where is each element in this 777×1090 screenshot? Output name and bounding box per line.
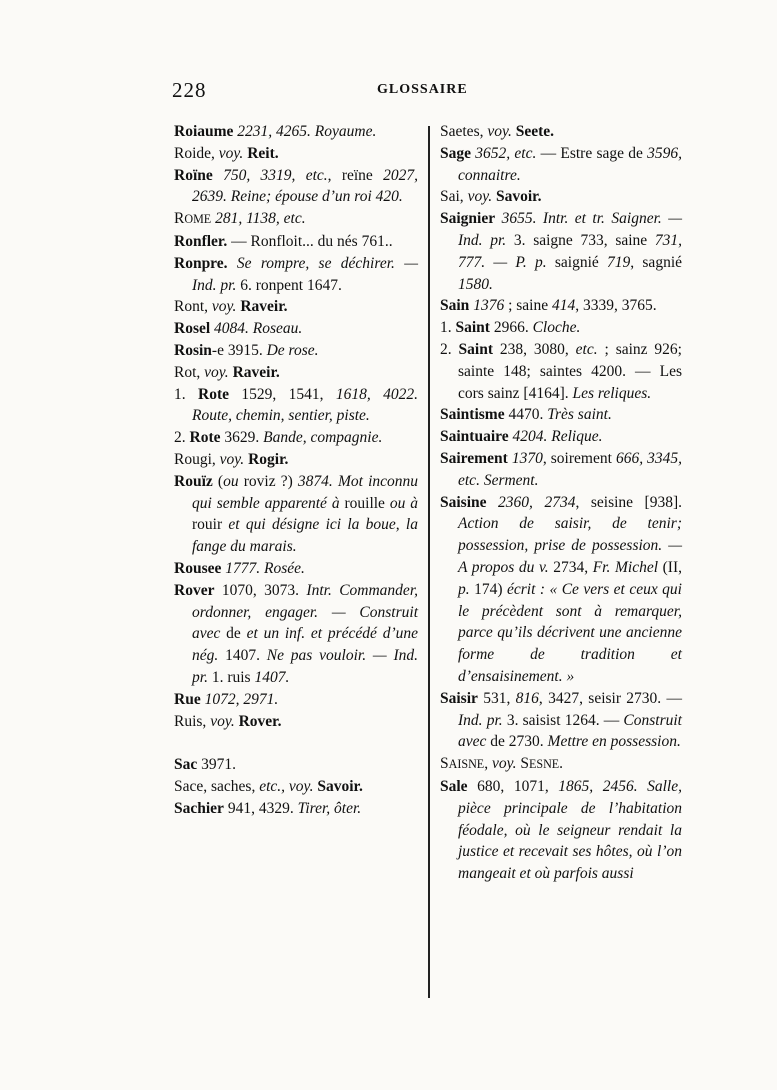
page-header bbox=[172, 78, 692, 108]
glossary-entry: Sage 3652, etc. — Estre sage de 3596, connaitre. bbox=[440, 144, 682, 184]
glossary-entry: Rougi, voy. Rogir. bbox=[174, 450, 289, 468]
glossary-entry: 1. Rote 1529, 1541, 1618, 4022. Route, chemin, sentier, piste. bbox=[174, 385, 418, 425]
glossary-column-right bbox=[440, 121, 682, 885]
glossary-entry: Rue 1072, 2971. bbox=[174, 690, 279, 708]
glossary-entry: Rot, voy. Raveir. bbox=[174, 363, 280, 381]
glossary-entry: Saignier 3655. Intr. et tr. Saigner. — Ind. pr. 3. saigne 733, saine 731, 777. — P. p. saignié 719, sagnié 1580. bbox=[440, 210, 683, 293]
glossary-entry: 1. Saint 2966. Cloche. bbox=[440, 319, 581, 337]
glossary-entry: Saintisme 4470. Très saint. bbox=[440, 406, 612, 424]
glossary-entry: Rousee 1777. Rosée. bbox=[174, 559, 305, 577]
glossary-entry: Sain 1376 ; saine 414, 3339, 3765. bbox=[440, 297, 657, 315]
page-number: 228 bbox=[172, 78, 207, 102]
glossary-entry: Rosel 4084. Roseau. bbox=[174, 320, 303, 338]
glossary-entry: SAISNE, voy. SESNE. bbox=[440, 755, 564, 773]
glossary-entry: Saisine 2360, 2734, seisine [938]. Action de saisir, de tenir; possession, prise de possession. — A propos du v. 2734, Fr. Michel (II, p. 174) écrit : « Ce vers et ceux qui le précèdent sont à remarquer, parce qu’ils décrivent une ancienne forme de tradition et d’ensaisinement. » bbox=[440, 493, 683, 685]
glossary-entry: 2. Saint 238, 3080, etc. ; sainz 926; sainte 148; saintes 4200. — Les cors sainz [4164]. Les reliques. bbox=[440, 340, 682, 402]
glossary-entry: Ronpre. Se rompre, se déchirer. — Ind. pr. 6. ronpent 1647. bbox=[174, 254, 419, 294]
glossary-entry: Ruis, voy. Rover. bbox=[174, 712, 282, 730]
glossary-entry: Sai, voy. Savoir. bbox=[440, 188, 542, 206]
glossary-entry: Rouïz (ou roviz ?) 3874. Mot inconnu qui semble apparenté à rouille ou à rouir et qui désigne ici la boue, la fange du marais. bbox=[174, 472, 419, 556]
glossary-entry: Ronfler. — Ronfloit... du nés 761.. bbox=[174, 232, 393, 250]
glossary-entry: Sac 3971. bbox=[174, 756, 236, 774]
glossary-entry: 2. Rote 3629. Bande, compagnie. bbox=[174, 429, 383, 447]
glossary-entry: Roiaume 2231, 4265. Royaume. bbox=[174, 123, 377, 140]
entry-spacer bbox=[174, 732, 418, 754]
glossary-entry: Saetes, voy. Seete. bbox=[440, 123, 555, 140]
glossary-entry: ROME 281, 1138, etc. bbox=[174, 210, 306, 228]
glossary-entry: Sairement 1370, soirement 666, 3345, etc. Serment. bbox=[440, 449, 683, 489]
glossary-column-left bbox=[174, 121, 418, 820]
glossary-entry: Sace, saches, etc., voy. Savoir. bbox=[174, 778, 363, 796]
column-divider bbox=[428, 126, 430, 998]
running-title: GLOSSAIRE bbox=[377, 82, 468, 97]
glossary-entry: Saisir 531, 816, 3427, seisir 2730. — Ind. pr. 3. saisist 1264. — Construit avec de 2730. Mettre en possession. bbox=[440, 689, 682, 751]
glossary-entry: Rover 1070, 3073. Intr. Commander, ordonner, engager. — Construit avec de et un inf. et précédé d’une nég. 1407. Ne pas vouloir. — Ind. pr. 1. ruis 1407. bbox=[174, 581, 419, 686]
glossary-entry: Sale 680, 1071, 1865, 2456. Salle, pièce principale de l’habitation féodale, où le seigneur rendait la justice et recevait ses hôtes, où l’on mangeait et où parfois aussi bbox=[440, 777, 682, 883]
glossary-entry: Sachier 941, 4329. Tirer, ôter. bbox=[174, 799, 362, 817]
glossary-entry: Rosin-e 3915. De rose. bbox=[174, 341, 319, 359]
glossary-entry: Saintuaire 4204. Relique. bbox=[440, 428, 603, 446]
glossary-entry: Roïne 750, 3319, etc., reïne 2027, 2639. Reine; épouse d’un roi 420. bbox=[174, 166, 418, 206]
glossary-entry: Ront, voy. Raveir. bbox=[174, 298, 288, 316]
glossary-entry: Roide, voy. Reit. bbox=[174, 144, 279, 162]
